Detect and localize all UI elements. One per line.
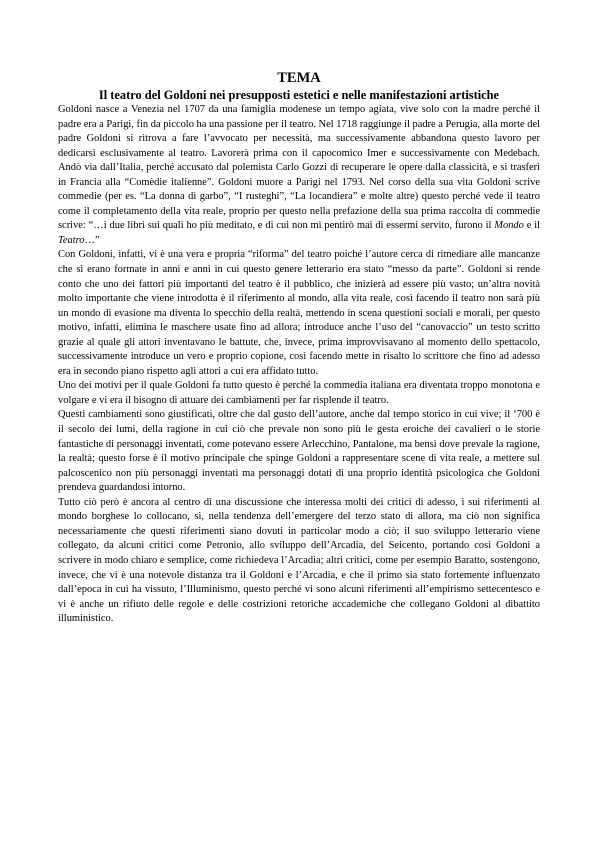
paragraph-reform: Con Goldoni, infatti, vi è una vera e propria “riforma” del teatro poiché l’autore cerca di rimediare alle mancanze che si erano formate in anni e anni in cui questo genere letterario era stato “messo da parte”. Goldoni si rende conto che uno dei fattori più importanti del teatro è il pubblico, che inizierà ad essere più vasto; un’altra novità molto importante che viene introdotta è il riferimento al mondo, alla vita reale, così facendo il teatro non sarà più un mondo di evasione ma diventa lo specchio della realtà, mettendo in scena questioni sociali e morali, per questo motivo, infatti, elimina le maschere usate fino ad allora; introduce anche l’uso del “canovaccio” un testo scritto grazie al quale gli attori inventavano le battute, che, invece, prima improvvisavano al momento dello spettacolo, successivamente introduce un vero e proprio copione, così facendo mette in risalto lo scrittore che fino ad adesso era in secondo piano rispetto agli attori a cui era affidato tutto.	[58, 249, 540, 377]
document-subtitle: Il teatro del Goldoni nei presupposti estetici e nelle manifestazioni artistiche	[98, 88, 500, 102]
paragraph-biography-connector: e il	[523, 220, 541, 232]
paragraph-critics: Tutto ciò però è ancora al centro di una discussione che interessa molti dei critici di adesso, i sui riferimenti al mondo borghese lo collocano, si, nella tendenza dell’emergere del terzo stato di allora, ma ciò non significa necessariamente che questi riferimenti siano dovuti in particolar modo a ciò; il suo sviluppo letterario viene collegato, da alcuni critici come Petronio, allo sviluppo dell’Arcadia, del Seicento, portando così Goldoni a scrivere in modo chiaro e semplice, come richiedeva l’Arcadia; altri critici, come per esempio Baratto, sostengono, invece, che vi è una notevole distanza tra il Goldoni e l’Arcadia, e che il primo sia stato fortemente influenzato dall’epoca in cui ha vissuto, l’Illuminismo, questo perché vi sono alcuni riferimenti all’empirismo settecentesco e vi è anche un rifiuto delle regole e delle costrizioni retoriche accademiche che collegano Goldoni al dibattito illuministico.	[58, 496, 540, 625]
paragraph-biography-end: …”	[84, 234, 100, 246]
paragraph-historical-context: Questi cambiamenti sono giustificati, oltre che dal gusto dell’autore, anche dal tempo storico in cui vive; il ‘700 è il secolo dei lumi, della ragione in cui ciò che prevale non sono più le gesta eroiche dei cavalieri o le storie fantastiche di personaggi inventati, come potevano essere Arlecchino, Pantalone, ma bensì dove prevale la ragione, la realtà; questo forse è il motivo principale che spinge Goldoni a rappresentare scene di vita reale, a mettere sul palcoscenico non più personaggi inventati ma personaggi dotati di una proprio identità psicologica che Goldoni prendeva guardandosi intorno.	[58, 409, 540, 494]
paragraph-biography-text: Goldoni nasce a Venezia nel 1707 da una famiglia modenese un tempo agiata, vive solo con la madre perché il padre era a Parigi, fin da piccolo ha una passione per il teatro. Nel 1718 raggiunge il padre a Perugia, alla morte del padre Goldoni si ritrova a fare l’avvocato per necessità, ma successivamente abbandona questo lavoro per dedicarsi esclusivamente al teatro. Lavorerà prima con il capocomico Imer e successivamente con Medebach. Andò via dall’Italia, perché accusato dal polemista Carlo Gozzi di recuperare le opere dalla classicità, e si trasferì in Francia alla “Comèdie italienne”. Goldoni muore a Parigi nel 1793. Nel corso della sua vita Goldoni scrive commedie (per es. “La donna di garbo”, “I rusteghi”, “La locandiera” e molte altre) questo perché vede il teatro come il completamento della vita reale, proprio per questo nella prefazione della sua prima raccolta di commedie scrive: “…i due libri sui quali ho più meditato, e di cui non mi pentirò mai di essermi servito, furono il	[58, 104, 540, 232]
italic-word-mondo: Mondo	[494, 220, 524, 232]
paragraph-biography	[58, 103, 540, 248]
document-title: TEMA	[277, 70, 321, 86]
document-page	[58, 70, 540, 627]
italic-word-teatro: Teatro	[58, 234, 85, 246]
paragraph-motives: Uno dei motivi per il quale Goldoni fa tutto questo è perché la commedia italiana era diventata troppo monotona e volgare e vi era il bisogno di attuare dei cambiamenti per far risplende il teatro.	[58, 380, 540, 406]
